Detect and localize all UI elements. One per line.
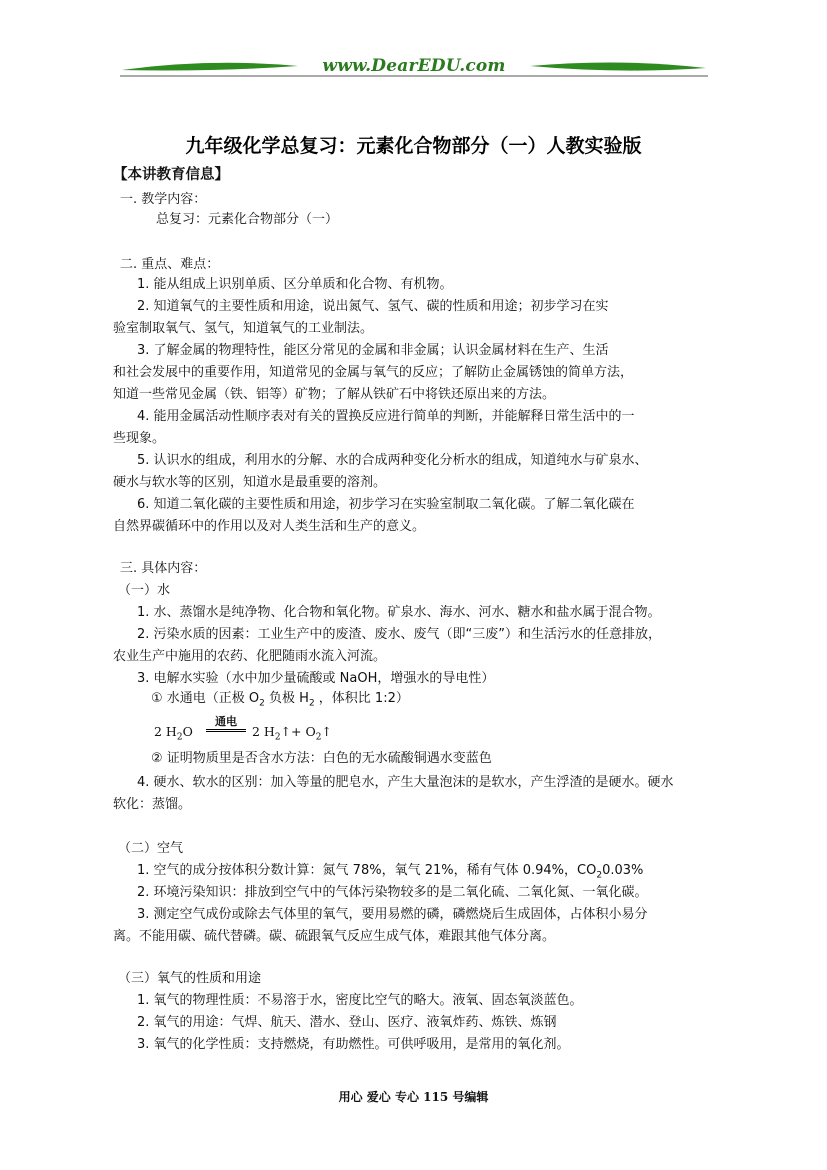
text-line: （一）水 — [118, 583, 171, 598]
text-line: 2. 氧气的用途：气焊、航天、潜水、登山、医疗、液氧炸药、炼铁、炼钢 — [137, 1015, 557, 1030]
equation-condition: 通电 — [215, 715, 237, 728]
text-line: 验室制取氧气、氢气，知道氧气的工业制法。 — [113, 321, 374, 336]
text-line: ② 证明物质里是否含水方法：白色的无水硫酸铜遇水变蓝色 — [151, 751, 492, 766]
electrolysis-note: ① 水通电（正极 $O_2$ 负极 $H_2$ ，体积比 1:2） — [151, 691, 409, 709]
equation-products: 2 $H_2↑+$ $O_2↑$ — [252, 724, 332, 743]
text-line: 4. 能用金属活动性顺序表对有关的置换反应进行简单的判断，并能解释日常生活中的一 — [137, 409, 635, 424]
text-line: 离。不能用碳、硫代替磷。碳、硫跟氧气反应生成气体，难跟其他气体分离。 — [113, 929, 556, 944]
text-line: 知道一些常见金属（铁、铝等）矿物；了解从铁矿石中将铁还原出来的方法。 — [113, 387, 556, 402]
site-logo-text: www.DearEDU.com — [322, 56, 506, 76]
text-line: 3. 测定空气成份或除去气体里的氧气，要用易燃的磷，磷燃烧后生成固体，占体积小易分 — [137, 907, 648, 922]
text-line: 些现象。 — [113, 431, 166, 446]
text-line: 3. 了解金属的物理特性，能区分常见的金属和非金属；认识金属材料在生产、生活 — [137, 343, 609, 358]
text-line: 总复习：元素化合物部分（一） — [156, 212, 339, 227]
text-line: 农业生产中施用的农药、化肥随雨水流入河流。 — [113, 649, 387, 664]
text-line: 1. 水、蒸馏水是纯净物、化合物和氧化物。矿泉水、海水、河水、糖水和盐水属于混合物。 — [137, 605, 661, 620]
text-line: 2. 污染水质的因素：工业生产中的废渣、废水、废气（即“三废”）和生活污水的任意排放， — [137, 627, 662, 642]
equation-arrow — [206, 716, 246, 732]
electrolysis-equation — [154, 716, 414, 744]
text-line: （二）空气 — [118, 841, 184, 856]
text-line: 4. 硬水、软水的区别：加入等量的肥皂水，产生大量泡沫的是软水，产生浮渣的是硬水。硬水 — [137, 775, 674, 790]
equation-reactants: 2 $H_2O$ — [154, 724, 193, 743]
text-line: 三. 具体内容： — [120, 561, 207, 576]
section-label: 【本讲教育信息】 — [113, 166, 229, 183]
text-line: 1. 氧气的物理性质：不易溶于水，密度比空气的略大。液氧、固态氧淡蓝色。 — [137, 993, 583, 1008]
text-line: 一. 教学内容： — [120, 192, 207, 207]
text-line: （三）氧气的性质和用途 — [118, 971, 262, 986]
text-line: 2. 环境污染知识：排放到空气中的气体污染物较多的是二氧化硫、二氧化氮、一氧化碳。 — [137, 885, 648, 900]
text-line: 自然界碳循环中的作用以及对人类生活和生产的意义。 — [113, 519, 426, 534]
text-line: 6. 知道二氧化碳的主要性质和用途，初步学习在实验室制取二氧化碳。了解二氧化碳在 — [137, 497, 635, 512]
text-line: 二. 重点、难点： — [120, 257, 220, 272]
text-line: 软化：蒸馏。 — [113, 797, 192, 812]
page-title: 九年级化学总复习：元素化合物部分（一）人教实验版 — [185, 135, 642, 157]
air-composition: 1. 空气的成分按体积分数计算：氮气 78%，氧气 21%，稀有气体 0.94%，$CO_20.03\%$ — [137, 863, 644, 881]
page-footer: 用心 爱心 专心 115 号编辑 — [338, 1090, 489, 1104]
text-line: 1. 能从组成上识别单质、区分单质和化合物、有机物。 — [137, 277, 453, 292]
text-line: 硬水与软水等的区别，知道水是最重要的溶剂。 — [113, 475, 387, 490]
text-line: 和社会发展中的重要作用，知道常见的金属与氧气的反应；了解防止金属锈蚀的简单方法， — [113, 365, 634, 380]
text-line: 5. 认识水的组成，利用水的分解、水的合成两种变化分析水的组成，知道纯水与矿泉水、 — [137, 453, 648, 468]
text-line: 3. 氧气的化学性质：支持燃烧，有助燃性。可供呼吸用，是常用的氧化剂。 — [137, 1037, 570, 1052]
text-line: 3. 电解水实验（水中加少量硫酸或 NaOH，增强水的导电性） — [137, 671, 495, 686]
text-line: 2. 知道氧气的主要性质和用途，说出氮气、氢气、碳的性质和用途；初步学习在实 — [137, 299, 609, 314]
site-header — [120, 52, 708, 88]
